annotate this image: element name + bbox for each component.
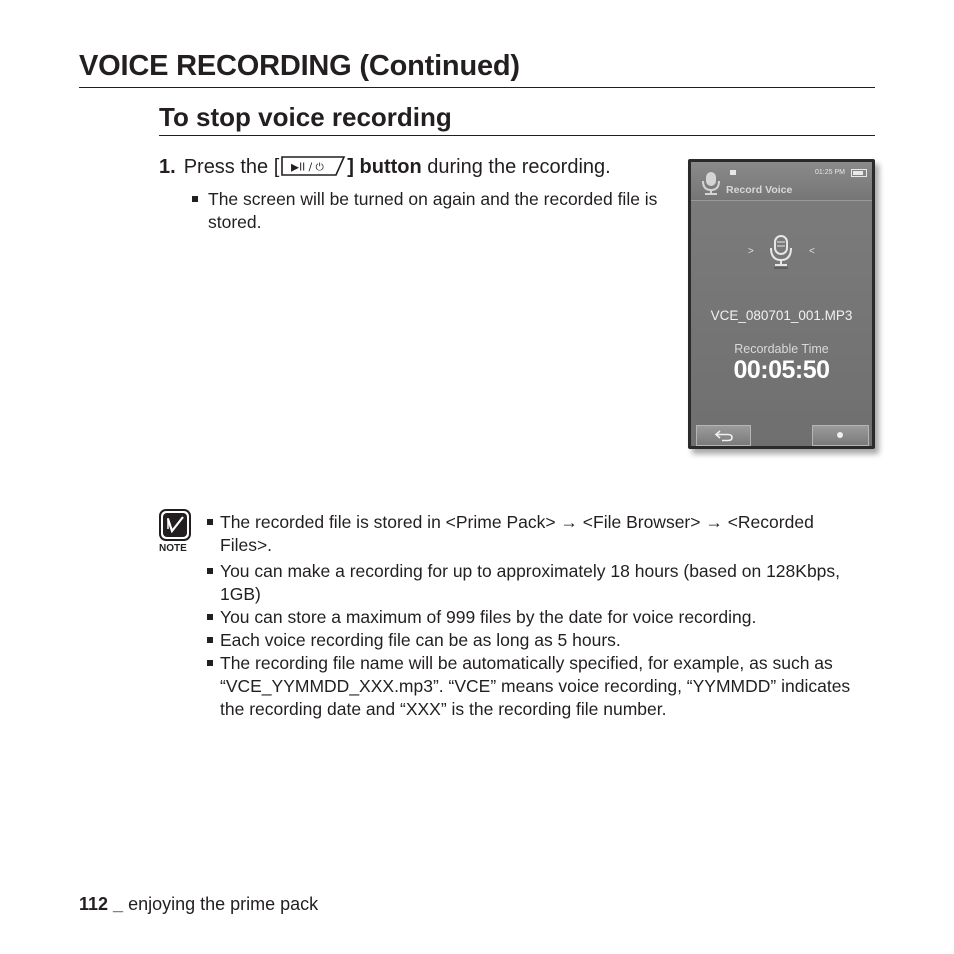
bullet-square (207, 614, 213, 620)
note-list (207, 511, 867, 721)
screen-header (691, 162, 872, 201)
list-item (207, 652, 867, 721)
bullet-square (207, 519, 213, 525)
right-level-arrow: < (809, 246, 815, 257)
battery-icon (851, 169, 867, 177)
list-item (207, 511, 867, 557)
device-screenshot (688, 159, 875, 449)
bullet-square (192, 196, 198, 202)
bullet-square (207, 637, 213, 643)
record-dot-icon (836, 431, 844, 439)
step-1 (159, 156, 611, 179)
step-text-after: during the recording. (421, 156, 611, 178)
list-item (207, 606, 867, 629)
note-label: NOTE (159, 543, 187, 554)
note-text: The recorded file is stored in <Prime Pack> → <File Browser> → <Recorded Files>. (220, 512, 814, 555)
recordable-time-label: Recordable Time (734, 342, 829, 356)
section-divider (159, 135, 875, 136)
note-text: The recording file name will be automatically specified, for example, as such as “VCE_YYMMDD_XXX.mp3”. “VCE” means voice recording, “YYMMDD” indicates the recording date and “XXX” is the recording file number. (220, 653, 851, 719)
step-sub-bullet (192, 188, 670, 234)
sub-bullet-text: The screen will be turned on again and the recorded file is stored. (208, 189, 658, 232)
footer-section: enjoying the prime pack (123, 894, 319, 914)
title-divider (79, 87, 875, 88)
microphone-icon (701, 170, 721, 196)
step-number: 1. (159, 156, 176, 178)
page-number: 112 _ (79, 894, 124, 914)
record-button[interactable] (812, 425, 869, 446)
play-pause-power-key-icon (280, 156, 346, 176)
screen-clock: 01:25 PM (815, 169, 845, 176)
page-footer (79, 894, 318, 915)
recording-file-name: VCE_080701_001.MP3 (710, 308, 853, 323)
note-text: Each voice recording file can be as long as 5 hours. (220, 630, 621, 650)
note-text: You can store a maximum of 999 files by the date for voice recording. (220, 607, 757, 627)
list-item (207, 629, 867, 652)
back-arrow-icon (714, 429, 734, 442)
device-screen (691, 162, 872, 446)
section-title: To stop voice recording (159, 102, 452, 132)
bullet-square (207, 568, 213, 574)
note-text: You can make a recording for up to approximately 18 hours (based on 128Kbps, 1GB) (220, 561, 841, 604)
key-label: ▶II / ⏻ (291, 161, 325, 174)
bullet-square (207, 660, 213, 666)
back-button[interactable] (696, 425, 751, 446)
step-button-word: ] button (347, 156, 422, 178)
recordable-time-value: 00:05:50 (733, 356, 830, 384)
list-item (207, 560, 867, 606)
screen-title: Record Voice (726, 184, 793, 196)
microphone-large-icon (769, 234, 793, 270)
left-level-arrow: > (748, 246, 754, 257)
page-title: VOICE RECORDING (Continued) (79, 50, 520, 82)
recording-indicator-icon (730, 170, 736, 175)
step-text-before: Press the [ (183, 156, 280, 178)
